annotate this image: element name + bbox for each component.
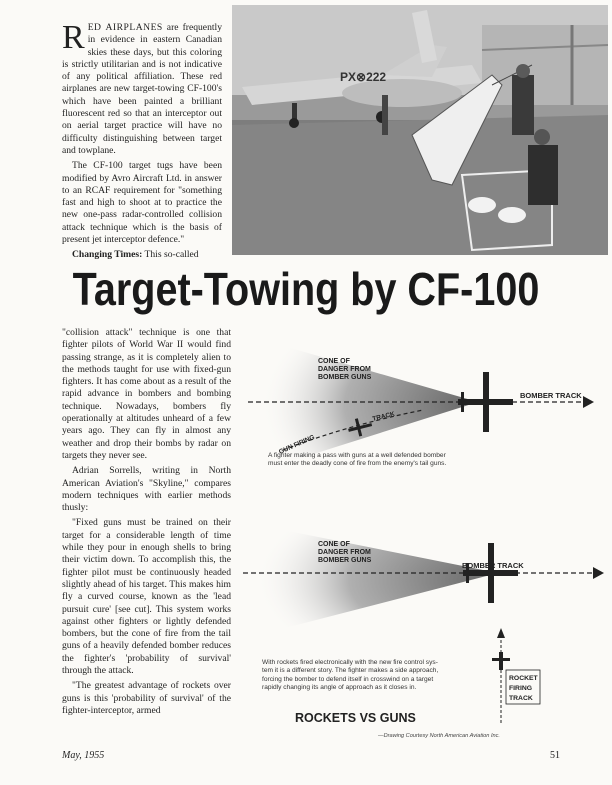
paragraph-changing-times [62, 249, 222, 261]
gun-firing-label: GUN FIRING [277, 433, 316, 456]
cone-label-top-2: DANGER FROM [318, 366, 371, 373]
cone-label-bottom-2: DANGER FROM [318, 549, 371, 556]
paragraph-collision-attack: "collision attack" technique is one that fighter pilots of World War II would find passing strange, as it is completely alien to the methods taught for use with fixed-gun fighters. It has come about as a result of the rapid advance in bombers and bombing technique. Nowadays, bombers fly operationally at altitudes unheard of a few years ago. They can fly in almost any weather and drop their bombs by radar on targets they never see. [62, 327, 231, 461]
footer-page-number: 51 [550, 750, 560, 761]
cone-label-top-3: BOMBER GUNS [318, 374, 372, 381]
cone-label-top-1: CONE OF [318, 358, 350, 365]
body-column [62, 327, 231, 720]
paragraph-sorrells: Adrian Sorrells, writing in North American Aviation's "Skyline," compares modern techniques with earlier methods thusly: [62, 465, 231, 514]
track-label: TRACK [371, 410, 396, 423]
cone-label-bottom-3: BOMBER GUNS [318, 557, 372, 564]
cf100-photo-illustration [232, 5, 608, 255]
bomber-top-icon [458, 372, 513, 432]
rocket-track-label-3: TRACK [509, 695, 533, 702]
intro-small-caps: ED AIRPLANES [87, 22, 163, 33]
caption-guns [268, 452, 558, 469]
bomber-track-arrow-bottom [593, 567, 604, 579]
intro-text: are frequently in evidence in eastern Canadian skies these days, but this coloring is strictly utilitarian and is not indicative of any political affiliation. These red airplanes are new target-towing CF-100's which have been painted a brilliant fluorescent red so that an interceptor out on aerial target practice will have no difficulty distinguishing between target and towplane. [62, 22, 222, 156]
subhead-changing-times: Changing Times: [72, 249, 143, 261]
bomber-track-label-bottom: BOMBER TRACK [462, 561, 524, 570]
cf100-photo [232, 5, 608, 255]
aircraft-tail-code: PX⊗222 [340, 70, 387, 84]
paragraph-avro: The CF-100 target tugs have been modified by Avro Aircraft Ltd. in answer to an RCAF requirement for "something fast and high to shoot at to practice the new one-pass radar-controlled collision attack technique which is the basis of present jet interceptor defence." [62, 160, 222, 246]
rocket-track-arrow [497, 628, 505, 638]
diagram-heading: ROCKETS VS GUNS [295, 711, 416, 725]
rocket-track-label-2: FIRING [509, 685, 533, 692]
bomber-track-label-top: BOMBER TRACK [520, 391, 582, 400]
danger-cone-top [263, 340, 478, 470]
caption-rockets-line-3: forcing the bomber to defend itself in crosswind on a target [262, 675, 434, 683]
drawing-credit: —Drawing Courtesy North American Aviation Inc. [378, 733, 500, 739]
footer-date: May, 1955 [62, 750, 105, 761]
paragraph-fixed-guns: "Fixed guns must be trained on their target for a considerable length of time while they pour in enough shells to bring their victim down. To accomplish this, the fighter pilot must be continuously headed slightly ahead of his target. This makes him fly a curved course, known as the 'lead pursuit cure' [see cut]. This system works against other fighters or lightly defended bombers, but the cone of fire from the tail guns of a heavily defended bomber reduces the fighter's 'probability of survival' through the attack. [62, 517, 231, 677]
danger-cone-bottom [258, 525, 498, 635]
changing-times-text: This so-called [142, 249, 199, 261]
bomber-bottom-icon [463, 543, 518, 603]
caption-rockets-line-2: tem it is a different story. The fighter makes a side approach, [262, 667, 439, 675]
bomber-track-arrow-top [583, 396, 594, 408]
article-title: Target-Towing by CF-100 [72, 263, 540, 315]
caption-rockets [262, 659, 502, 693]
intro-paragraph [62, 19, 222, 157]
cone-label-bottom-1: CONE OF [318, 541, 350, 548]
caption-guns-line-2: must enter the deadly cone of fire from the enemy's tail guns. [268, 460, 447, 468]
intro-column [62, 19, 222, 265]
paragraph-rockets-advantage: "The greatest advantage of rockets over guns is this 'probability of survival' of the fighter-interceptor, armed [62, 680, 231, 716]
caption-rockets-line-1: With rockets fired electronically with the new fire control sys- [262, 659, 438, 666]
rocket-track-label-1: ROCKET [509, 675, 538, 682]
caption-guns-line-1: A fighter making a pass with guns at a well defended bomber [268, 452, 446, 459]
drop-cap: R [62, 19, 85, 56]
caption-rockets-line-4: rapidly changing its angle of approach as it closes in. [262, 684, 417, 692]
